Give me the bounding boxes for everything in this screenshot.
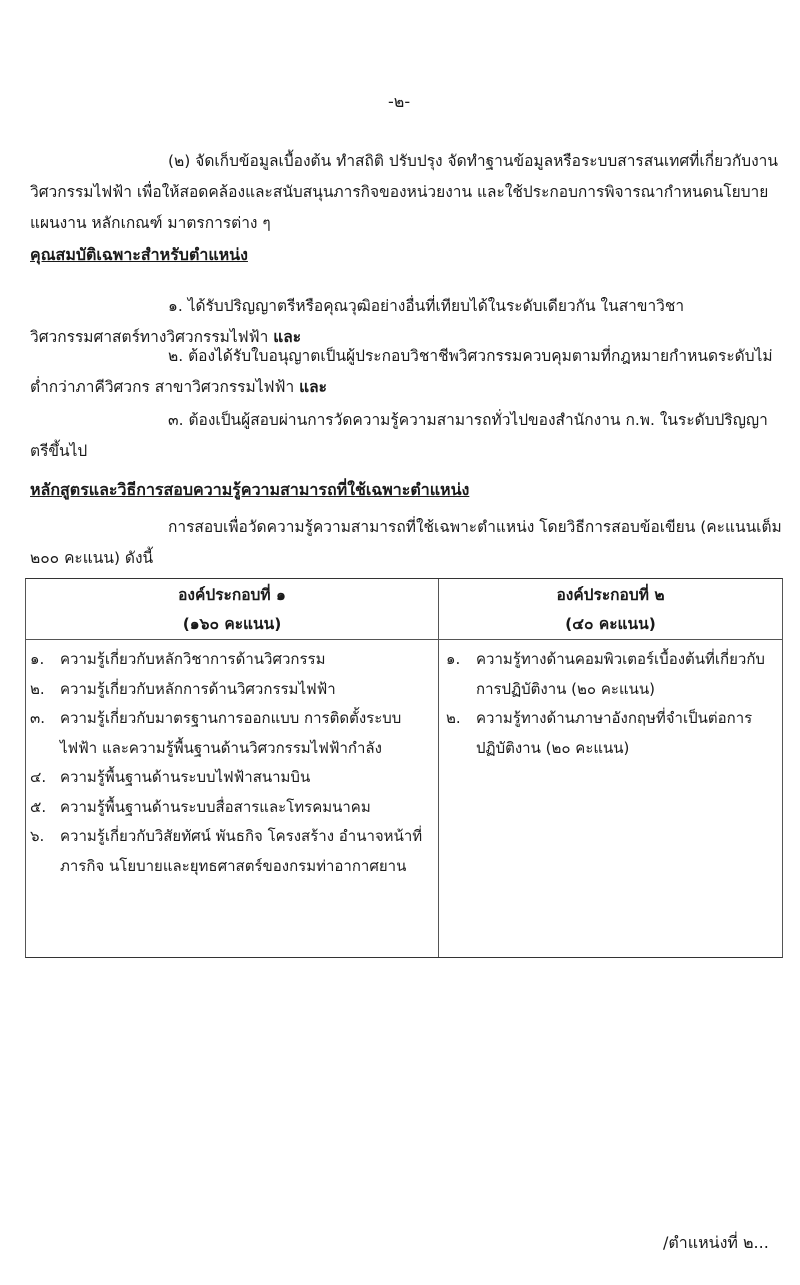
qualifications-heading: คุณสมบัติเฉพาะสำหรับตำแหน่ง (30, 245, 248, 264)
list-item-number: ๑. (30, 650, 45, 668)
list-item (30, 763, 434, 793)
col2-item-list (446, 645, 776, 763)
page-number: -๒- (388, 92, 411, 111)
list-item (30, 675, 434, 705)
qualification-item-2-text: ๒. ต้องได้รับใบอนุญาตเป็นผู้ประกอบวิชาชีพวิศวกรรมควบคุมตามที่กฎหมายกำหนดระดับไม่ต่ำกว่าภาคีวิศวกร สาขาวิศวกรรมไฟฟ้า (30, 347, 773, 396)
list-item-text: ความรู้เกี่ยวกับหลักการด้านวิศวกรรมไฟฟ้า (60, 679, 336, 698)
list-item-text: ความรู้พื้นฐานด้านระบบไฟฟ้าสนามบิน (60, 768, 311, 786)
list-item (30, 704, 434, 763)
list-item-number: ๕. (30, 797, 47, 816)
list-item (446, 704, 776, 763)
page-footer-continuation: /ตำแหน่งที่ ๒... (663, 1233, 769, 1252)
list-item-text: ความรู้ทางด้านคอมพิวเตอร์เบื้องต้นที่เกี่ยวกับการปฏิบัติงาน (๒๐ คะแนน) (476, 650, 765, 698)
exam-heading: หลักสูตรและวิธีการสอบความรู้ความสามารถที่ใช้เฉพาะตำแหน่ง (30, 480, 470, 499)
table-header-divider (26, 639, 782, 640)
col2-score: (๔๐ คะแนน) (565, 615, 656, 633)
list-item-number: ๑. (446, 650, 461, 668)
col2-title: องค์ประกอบที่ ๒ (556, 586, 665, 604)
list-item (30, 645, 434, 675)
intro-paragraph: (๒) จัดเก็บข้อมูลเบื้องต้น ทำสถิติ ปรับปรุง จัดทำฐานข้อมูลหรือระบบสารสนเทศที่เกี่ยวกับงานวิศวกรรมไฟฟ้า เพื่อให้สอดคล้องและสนับสนุนภารกิจของหน่วยงาน และใช้ประกอบการพิจารณากำหนดนโยบาย แผนงาน หลักเกณฑ์ มาตรการต่าง ๆ (30, 152, 778, 232)
exam-table (25, 578, 783, 958)
list-item-number: ๓. (30, 709, 46, 727)
list-item (446, 645, 776, 704)
col1-title: องค์ประกอบที่ ๑ (178, 586, 286, 604)
qualification-item-2 (30, 341, 782, 403)
list-item-text: ความรู้เกี่ยวกับมาตรฐานการออกแบบ การติดตั้งระบบไฟฟ้า และความรู้พื้นฐานด้านวิศวกรรมไฟฟ้ากำลัง (60, 709, 402, 757)
list-item-text: ความรู้พื้นฐานด้านระบบสื่อสารและโทรคมนาคม (60, 797, 371, 816)
table-header-col1 (26, 581, 438, 639)
col1-item-list (30, 645, 434, 881)
list-item (30, 822, 434, 881)
list-item-text: ความรู้เกี่ยวกับวิสัยทัศน์ พันธกิจ โครงสร้าง อำนาจหน้าที่ ภารกิจ นโยบายและยุทธศาสตร์ของกรมท่าอากาศยาน (60, 827, 423, 875)
exam-paragraph: การสอบเพื่อวัดความรู้ความสามารถที่ใช้เฉพาะตำแหน่ง โดยวิธีการสอบข้อเขียน (คะแนนเต็ม ๒๐๐ คะแนน) ดังนี้ (30, 518, 782, 567)
qualification-item-1-suffix: และ (273, 328, 302, 346)
list-item-number: ๔. (30, 768, 47, 786)
list-item-text: ความรู้เกี่ยวกับหลักวิชาการด้านวิศวกรรม (60, 650, 326, 668)
list-item-number: ๖. (30, 827, 45, 845)
list-item-text: ความรู้ทางด้านภาษาอังกฤษที่จำเป็นต่อการปฏิบัติงาน (๒๐ คะแนน) (476, 709, 753, 757)
list-item (30, 793, 434, 823)
col1-score: (๑๖๐ คะแนน) (182, 615, 282, 633)
table-header-col2 (438, 581, 783, 639)
list-item-number: ๒. (30, 679, 45, 698)
qualification-item-3: ๓. ต้องเป็นผู้สอบผ่านการวัดความรู้ความสามารถทั่วไปของสำนักงาน ก.พ. ในระดับปริญญาตรีขึ้นไป (30, 411, 768, 460)
qualification-item-1-text: ๑. ได้รับปริญญาตรีหรือคุณวุฒิอย่างอื่นที่เทียบได้ในระดับเดียวกัน ในสาขาวิชาวิศวกรรมศาสตร์ทางวิศวกรรมไฟฟ้า (30, 297, 685, 346)
qualification-item-2-suffix: และ (299, 378, 327, 396)
list-item-number: ๒. (446, 709, 461, 727)
